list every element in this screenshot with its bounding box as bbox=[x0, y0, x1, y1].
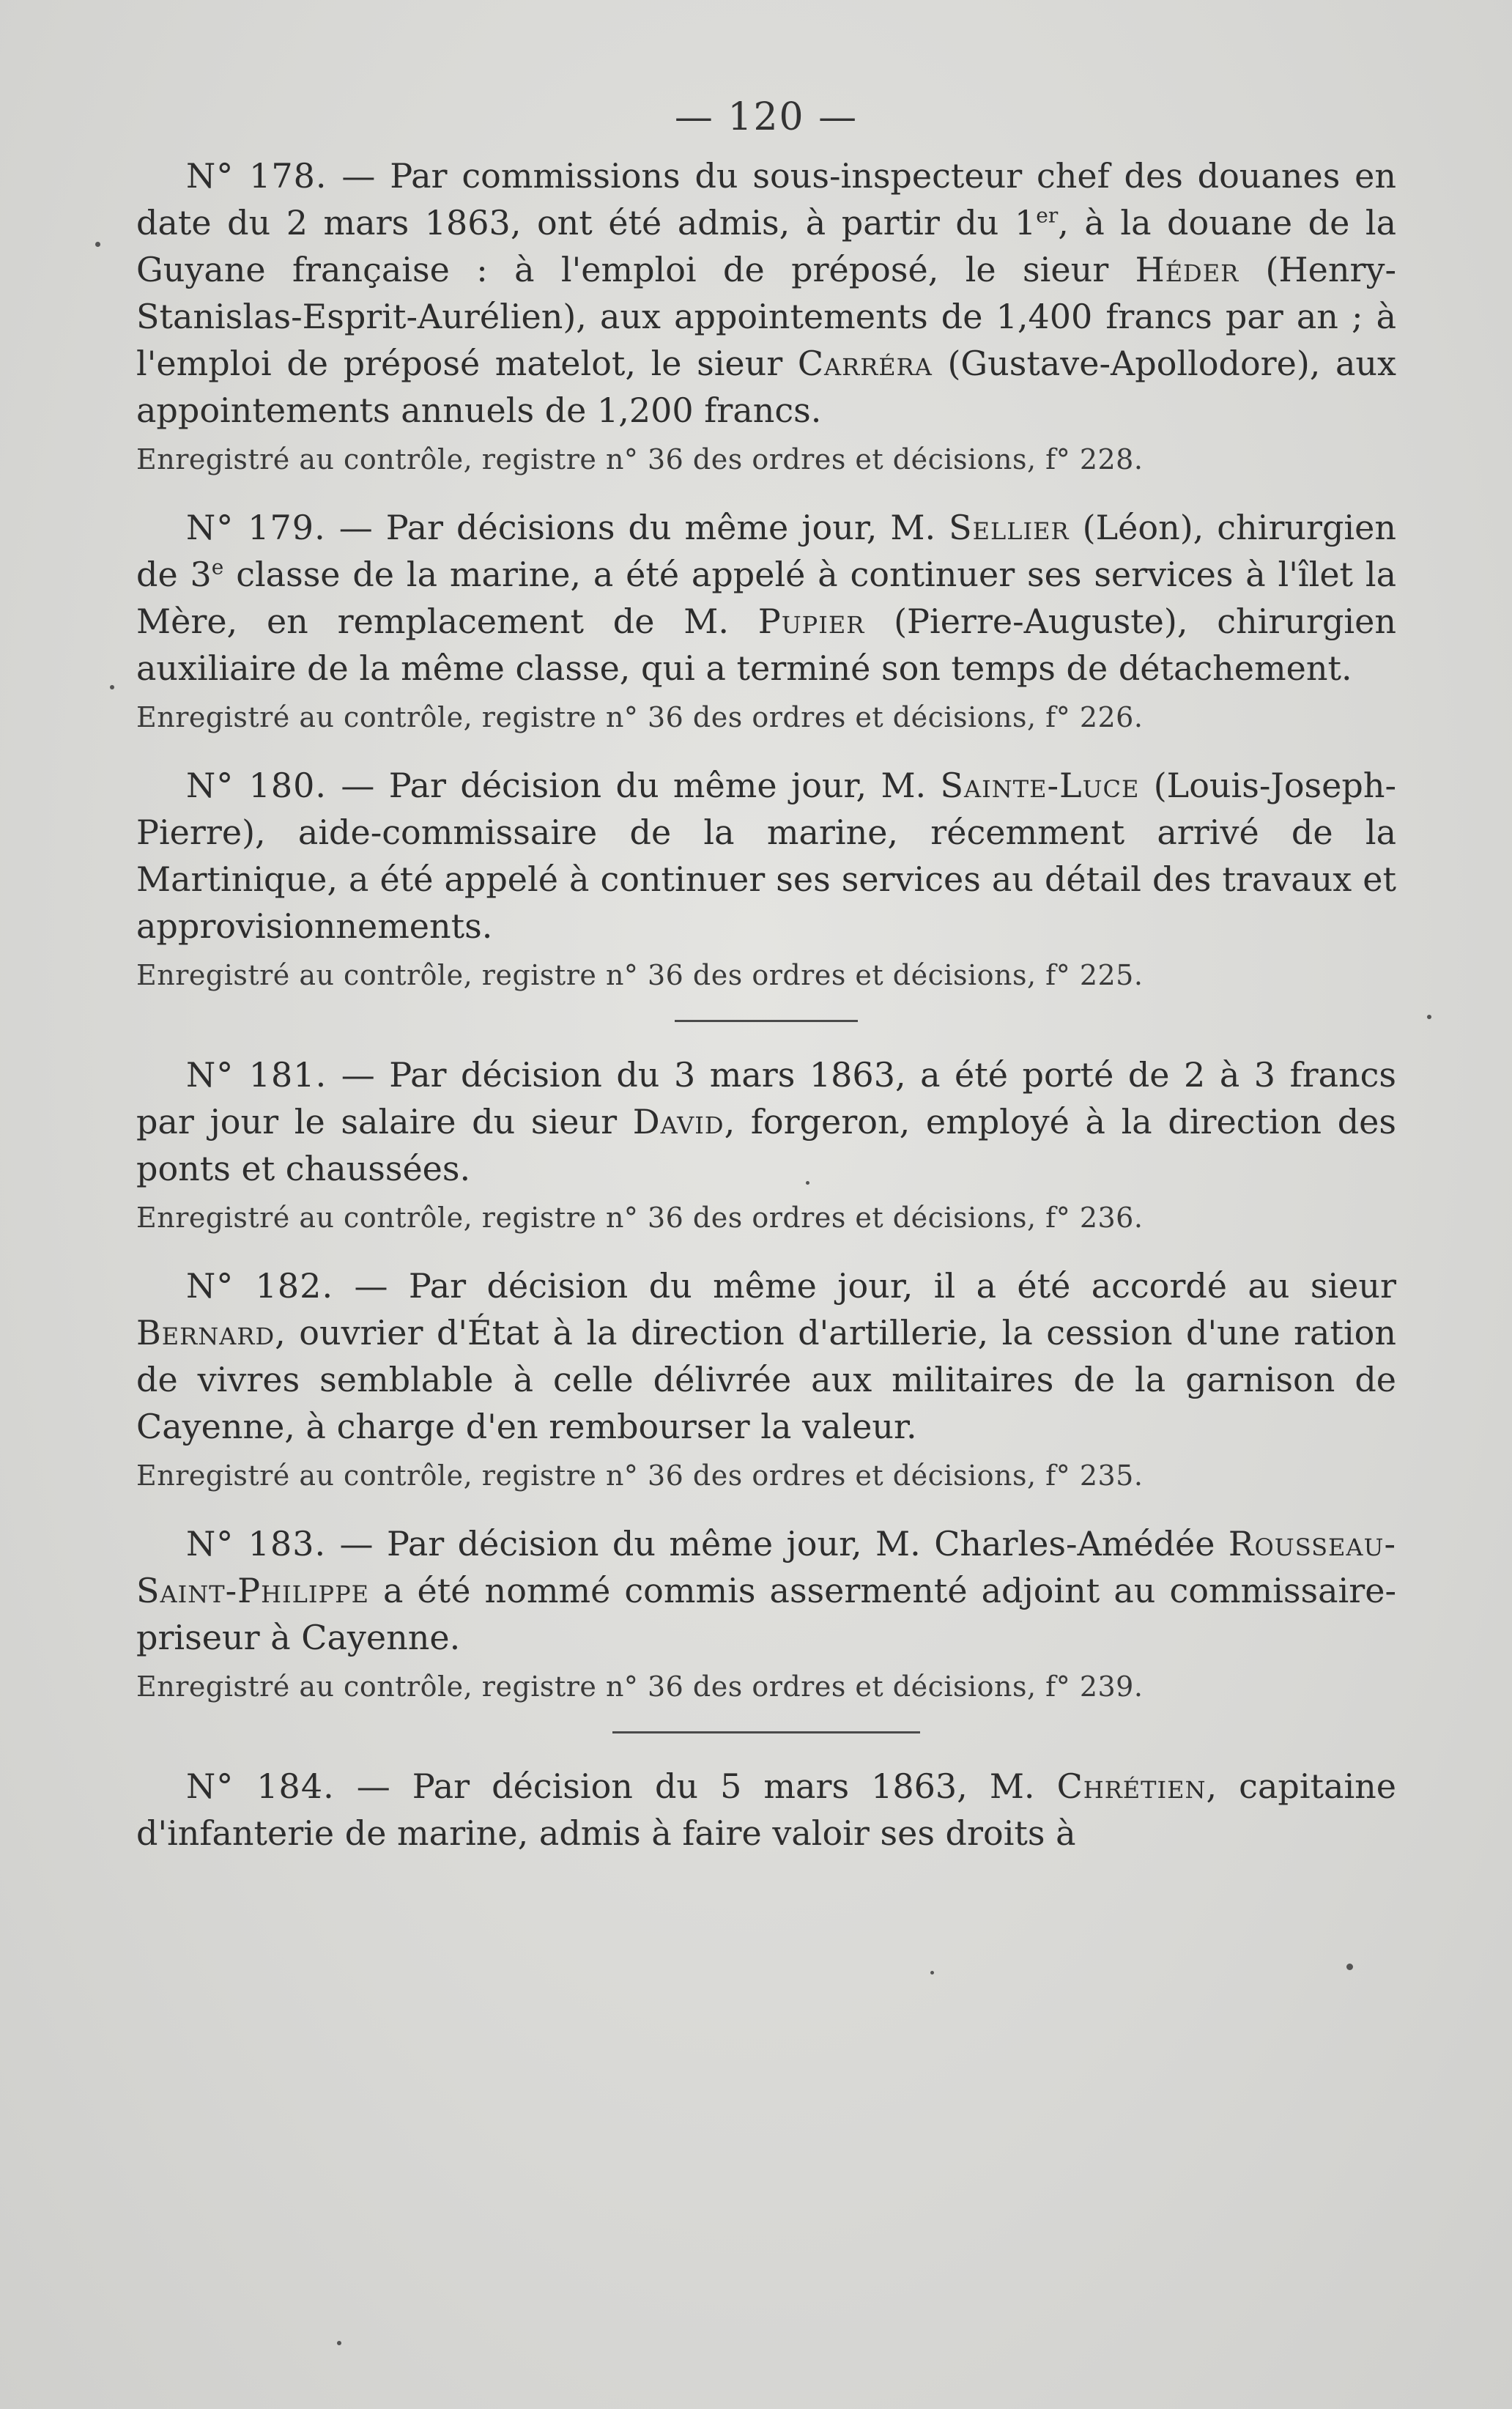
registry-note: Enregistré au contrôle, registre n° 36 des ordres et décisions, f° 225. bbox=[136, 959, 1144, 991]
person-name: Sainte-Luce bbox=[940, 766, 1140, 805]
decision-entry-180 bbox=[136, 762, 1396, 998]
entry-text: N° 179. — Par décisions du même jour, M. Sellier (Léon), chirurgien de 3e classe de la marine, a été appelé à continuer ses services à l'îlet la Mère, en remplacement de M. Pupier (Pierre-Auguste), chirurgien auxiliaire de la même classe, qui a terminé son temps de détachement. bbox=[136, 508, 1396, 688]
person-name: Bernard bbox=[136, 1313, 275, 1352]
entry-number: N° 180. bbox=[186, 766, 327, 805]
registry-note: Enregistré au contrôle, registre n° 36 des ordres et décisions, f° 228. bbox=[136, 443, 1144, 475]
entry-number: N° 184. bbox=[186, 1766, 335, 1806]
registry-note: Enregistré au contrôle, registre n° 36 des ordres et décisions, f° 239. bbox=[136, 1670, 1144, 1703]
paper-speck bbox=[1427, 1015, 1431, 1019]
paper-speck bbox=[1346, 1964, 1353, 1970]
decision-entry-182 bbox=[136, 1262, 1396, 1498]
person-name: Sellier bbox=[949, 508, 1070, 547]
decision-entry-178 bbox=[136, 152, 1396, 482]
paper-speck bbox=[95, 242, 100, 247]
registry-note: Enregistré au contrôle, registre n° 36 des ordres et décisions, f° 235. bbox=[136, 1459, 1144, 1492]
entry-text: N° 183. — Par décision du même jour, M. Charles-Amédée Rousseau-Saint-Philippe a été nommé commis assermenté adjoint au commissaire-priseur à Cayenne. bbox=[136, 1524, 1397, 1657]
person-name: Chrétien bbox=[1056, 1766, 1207, 1806]
entry-number: N° 181. bbox=[186, 1055, 327, 1095]
decision-entry-184 bbox=[136, 1763, 1396, 1857]
entry-text: N° 181. — Par décision du 3 mars 1863, a été porté de 2 à 3 francs par jour le salaire du sieur David, forgeron, employé à la direction des ponts et chaussées. bbox=[136, 1055, 1397, 1188]
person-name: Héder bbox=[1135, 250, 1239, 289]
entry-text: N° 180. — Par décision du même jour, M. Sainte-Luce (Louis-Joseph-Pierre), aide-commissaire de la marine, récemment arrivé de la Martinique, a été appelé à continuer ses services au détail des travaux et approvisionnements. bbox=[136, 766, 1396, 946]
section-divider bbox=[612, 1731, 920, 1733]
entry-number: N° 182. bbox=[186, 1266, 334, 1306]
person-name: Carréra bbox=[797, 344, 933, 383]
person-name: Pupier bbox=[757, 602, 865, 641]
person-name: David bbox=[632, 1102, 724, 1141]
decision-entry-183 bbox=[136, 1520, 1396, 1709]
person-name: Rousseau-Saint-Philippe bbox=[136, 1524, 1397, 1610]
entry-text: N° 184. — Par décision du 5 mars 1863, M. Chrétien, capitaine d'infanterie de marine, admis à faire valoir ses droits à bbox=[136, 1766, 1396, 1853]
page-number: — 120 — bbox=[674, 95, 859, 139]
entry-number: N° 178. bbox=[186, 156, 327, 196]
entry-text: N° 178. — Par commissions du sous-inspecteur chef des douanes en date du 2 mars 1863, ont été admis, à partir du 1er, à la douane de la Guyane française : à l'emploi de préposé, le sieur Héder (Henry-Stanislas-Esprit-Aurélien), aux appointements de 1,400 francs par an ; à l'emploi de préposé matelot, le sieur Carréra (Gustave-Apollodore), aux appointements annuels de 1,200 francs. bbox=[136, 156, 1396, 430]
paper-speck bbox=[110, 685, 114, 689]
paper-speck bbox=[337, 2341, 341, 2345]
decision-entry-179 bbox=[136, 504, 1396, 740]
section-divider bbox=[675, 1020, 858, 1022]
entry-text: N° 182. — Par décision du même jour, il a été accordé au sieur Bernard, ouvrier d'État à la direction d'artillerie, la cession d'une ration de vivres semblable à celle délivrée aux militaires de la garnison de Cayenne, à charge d'en rembourser la valeur. bbox=[136, 1266, 1396, 1446]
entry-number: N° 183. bbox=[186, 1524, 327, 1564]
registry-note: Enregistré au contrôle, registre n° 36 des ordres et décisions, f° 236. bbox=[136, 1202, 1144, 1234]
decision-entry-181 bbox=[136, 1051, 1396, 1240]
registry-note: Enregistré au contrôle, registre n° 36 des ordres et décisions, f° 226. bbox=[136, 701, 1144, 733]
entry-number: N° 179. bbox=[186, 508, 326, 547]
paper-speck bbox=[930, 1971, 934, 1975]
page-content bbox=[136, 88, 1396, 1879]
